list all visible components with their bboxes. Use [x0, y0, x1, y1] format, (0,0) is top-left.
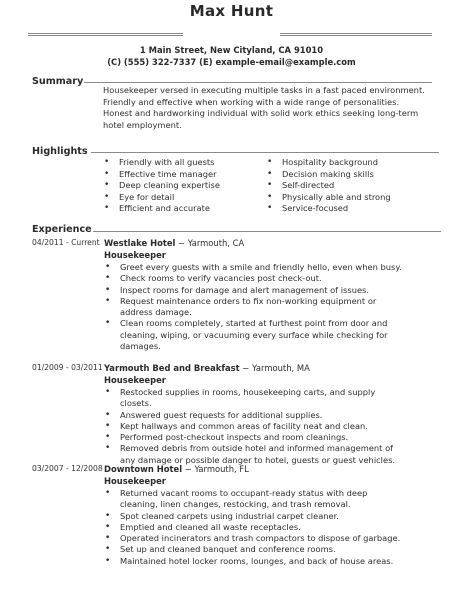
job-title: Housekeeper — [104, 250, 166, 260]
list-item: • Efficient and accurate — [103, 203, 220, 215]
contact-line: (C) (555) 322-7337 (E) example-email@example.com — [107, 57, 356, 67]
list-item: • Removed debris from outside hotel and informed management of any damage or possible danger to hotel, guests or guest vehicles. — [104, 443, 404, 466]
highlights-left-list — [103, 157, 220, 215]
list-item: • Spot cleaned carpets using industrial carpet cleaner. — [104, 511, 404, 522]
job-company: Downtown Hotel — [104, 464, 183, 474]
summary-line: Honest and hardworking individual with solid work ethics seeking long-term — [103, 108, 419, 119]
summary-rule — [84, 82, 432, 83]
highlights-rule — [91, 152, 439, 153]
job-location: Yarmouth, MA — [251, 363, 310, 373]
list-item: • Request maintenance orders to fix non-working equipment or address damage. — [104, 296, 404, 319]
list-item: • Effective time manager — [103, 169, 220, 181]
list-item: • Physically able and strong — [266, 192, 391, 204]
list-item: • Hospitality background — [266, 157, 391, 169]
list-item: • Set up and cleaned banquet and conference rooms. — [104, 544, 404, 555]
job-title: Housekeeper — [104, 476, 166, 486]
job-heading — [104, 238, 244, 248]
job-heading — [104, 363, 310, 373]
job-duties-list — [104, 387, 404, 466]
list-item: • Deep cleaning expertise — [103, 180, 220, 192]
job-dates: 01/2009 - 03/2011 — [32, 363, 103, 372]
summary-heading: Summary — [32, 76, 84, 87]
list-item: • Operated incinerators and trash compactors to dispose of garbage. — [104, 533, 404, 544]
list-item: • Inspect rooms for damage and alert management of issues. — [104, 285, 404, 296]
list-item: • Kept hallways and common areas of facility neat and clean. — [104, 421, 404, 432]
job-duties-list — [104, 488, 404, 567]
highlights-right-list — [266, 157, 391, 215]
job-dates: 04/2011 - Current — [32, 238, 100, 247]
job-dates: 03/2007 - 12/2008 — [32, 464, 103, 473]
list-item: • Decision making skills — [266, 169, 391, 181]
list-item: • Eye for detail — [103, 192, 220, 204]
address-line: 1 Main Street, New Cityland, CA 91010 — [139, 45, 324, 55]
job-heading — [104, 464, 249, 474]
experience-rule — [93, 231, 441, 232]
job-company: Yarmouth Bed and Breakfast — [104, 363, 240, 373]
job-location: Yarmouth, CA — [187, 238, 245, 248]
list-item: • Maintained hotel locker rooms, lounges, and back of house areas. — [104, 556, 404, 567]
list-item: • Friendly with all guests — [103, 157, 220, 169]
job-separator: − — [239, 363, 252, 373]
job-separator: − — [175, 238, 188, 248]
job-location: Yarmouth, FL — [194, 464, 249, 474]
list-item: • Answered guest requests for additional supplies. — [104, 410, 404, 421]
list-item: • Clean rooms completely, started at furthest point from door and cleaning, wiping, or vacuuming every surface while checking for damages. — [104, 318, 404, 352]
list-item: • Emptied and cleaned all waste receptacles. — [104, 522, 404, 533]
summary-line: Housekeeper versed in executing multiple tasks in a fast paced environment. — [103, 85, 425, 95]
list-item: • Check rooms to verify vacancies post check-out. — [104, 273, 404, 284]
summary-line: hotel employment. — [103, 120, 182, 131]
job-title: Housekeeper — [104, 375, 166, 385]
summary-text — [103, 85, 433, 132]
highlights-heading: Highlights — [32, 146, 88, 157]
candidate-name: Max Hunt — [189, 2, 274, 20]
job-separator: − — [182, 464, 195, 474]
name-rule-gap — [183, 25, 280, 41]
list-item: • Performed post-checkout inspects and room cleanings. — [104, 432, 404, 443]
experience-heading: Experience — [32, 224, 92, 235]
list-item: • Self-directed — [266, 180, 391, 192]
list-item: • Returned vacant rooms to occupant-ready status with deep cleaning, linen changes, restocking, and trash removal. — [104, 488, 404, 511]
summary-line: Friendly and effective when working with a wide range of personalities. — [103, 96, 400, 107]
list-item: • Service-focused — [266, 203, 391, 215]
job-company: Westlake Hotel — [104, 238, 176, 248]
job-duties-list — [104, 262, 404, 352]
list-item: • Greet every guests with a smile and friendly hello, even when busy. — [104, 262, 404, 273]
list-item: • Restocked supplies in rooms, housekeeping carts, and supply closets. — [104, 387, 404, 410]
